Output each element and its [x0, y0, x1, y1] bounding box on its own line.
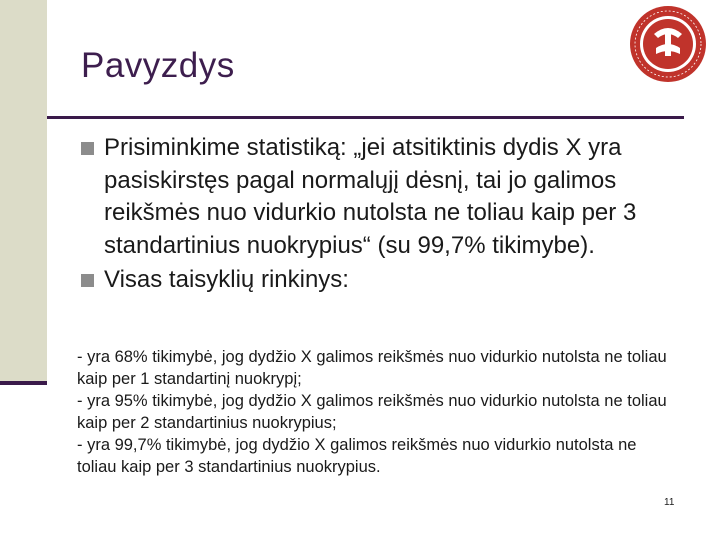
bullet-list: [78, 132, 678, 297]
bullet-item: [78, 132, 678, 262]
rule-item: - yra 99,7% tikimybė, jog dydžio X galimos reikšmės nuo vidurkio nutolsta ne toliau kaip per 3 standartinius nuokrypius.: [77, 436, 637, 476]
square-bullet-icon: [81, 274, 94, 287]
side-band-accent: [0, 381, 47, 385]
bullet-item: [78, 264, 678, 297]
rules-list: [77, 346, 667, 478]
title-divider: [47, 116, 684, 119]
rule-item: - yra 68% tikimybė, jog dydžio X galimos reikšmės nuo vidurkio nutolsta ne toliau kaip per 1 standartinį nuokrypį;: [77, 348, 667, 388]
slide-title: Pavyzdys: [81, 46, 235, 85]
square-bullet-icon: [81, 142, 94, 155]
rule-item: - yra 95% tikimybė, jog dydžio X galimos reikšmės nuo vidurkio nutolsta ne toliau kaip per 2 standartinius nuokrypius;: [77, 392, 667, 432]
page-number: 11: [664, 497, 675, 508]
university-seal-icon: [628, 4, 708, 84]
bullet-text: Visas taisyklių rinkinys:: [104, 266, 349, 293]
side-band: [0, 0, 47, 383]
bullet-text: Prisiminkime statistiką: „jei atsitiktinis dydis X yra pasiskirstęs pagal normalųjį dėsnį, tai jo galimos reikšmės nuo vidurkio nutolsta ne toliau kaip per 3 standartinius nuokrypius“ (su 99,7% tikimybe).: [104, 134, 637, 259]
